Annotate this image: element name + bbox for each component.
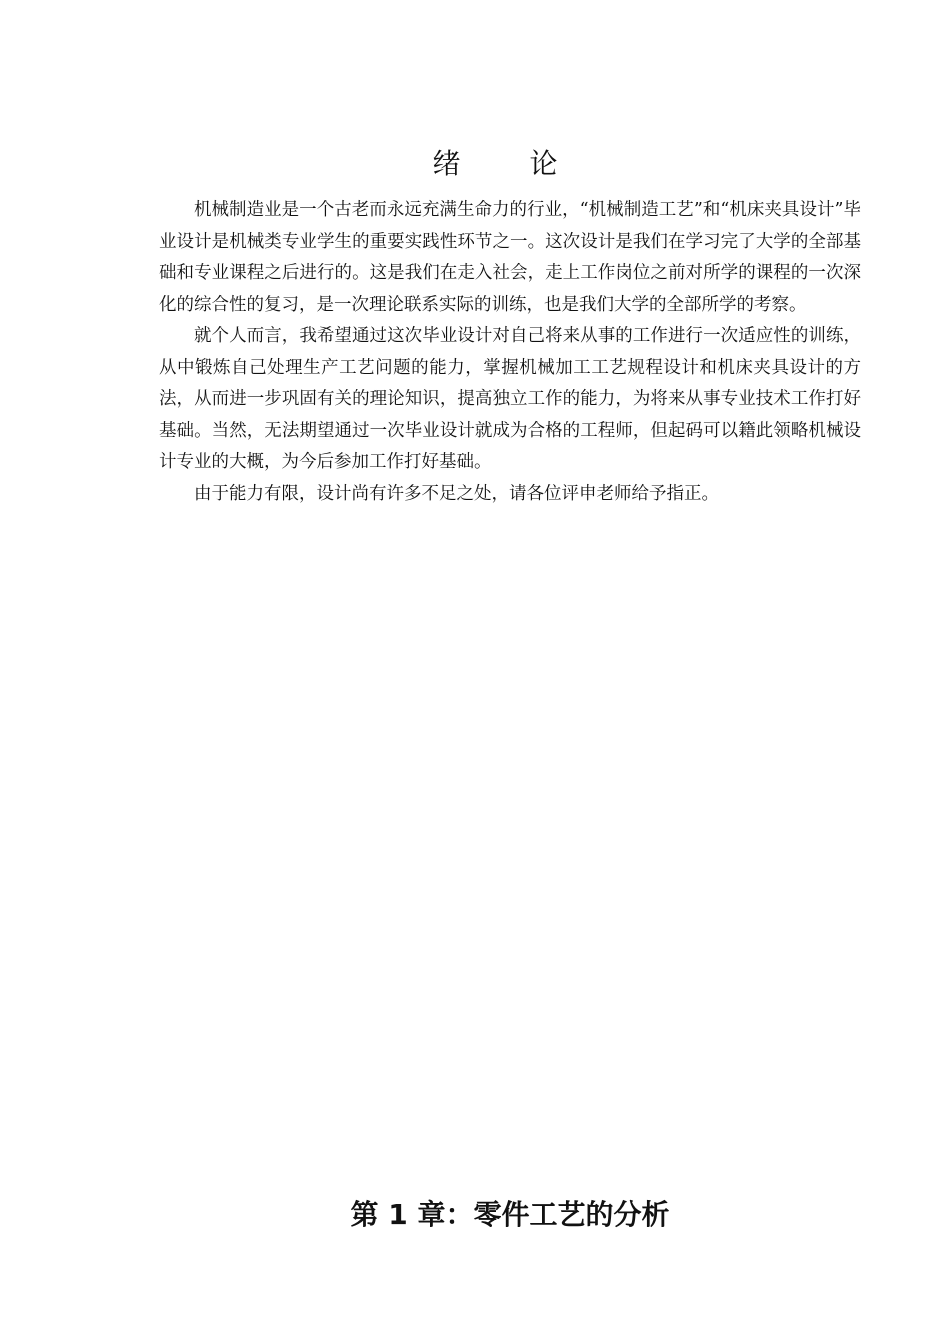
intro-title: 绪 论 [432,147,588,180]
chapter-title: 第 1 章：零件工艺的分析 [350,1198,670,1231]
intro-paragraph-2: 就个人而言，我希望通过这次毕业设计对自己将来从事的工作进行一次适应性的训练，从中锻炼自己处理生产工艺问题的能力，掌握机械加工工艺规程设计和机床夹具设计的方法，从而进一步巩固有关的理论知识，提高独立工作的能力，为将来从事专业技术工作打好基础。当然，无法期望通过一次毕业设计就成为合格的工程师，但起码可以籍此领略机械设计专业的大概，为今后参加工作打好基础。 [159,326,861,472]
intro-body [159,195,861,510]
intro-paragraph-1: 机械制造业是一个古老而永远充满生命力的行业，“机械制造工艺”和“机床夹具设计”毕业设计是机械类专业学生的重要实践性环节之一。这次设计是我们在学习完了大学的全部基础和专业课程之后进行的。这是我们在走入社会，走上工作岗位之前对所学的课程的一次深化的综合性的复习，是一次理论联系实际的训练，也是我们大学的全部所学的考察。 [159,200,861,315]
intro-paragraph-3: 由于能力有限，设计尚有许多不足之处，请各位评申老师给予指正。 [194,483,719,504]
